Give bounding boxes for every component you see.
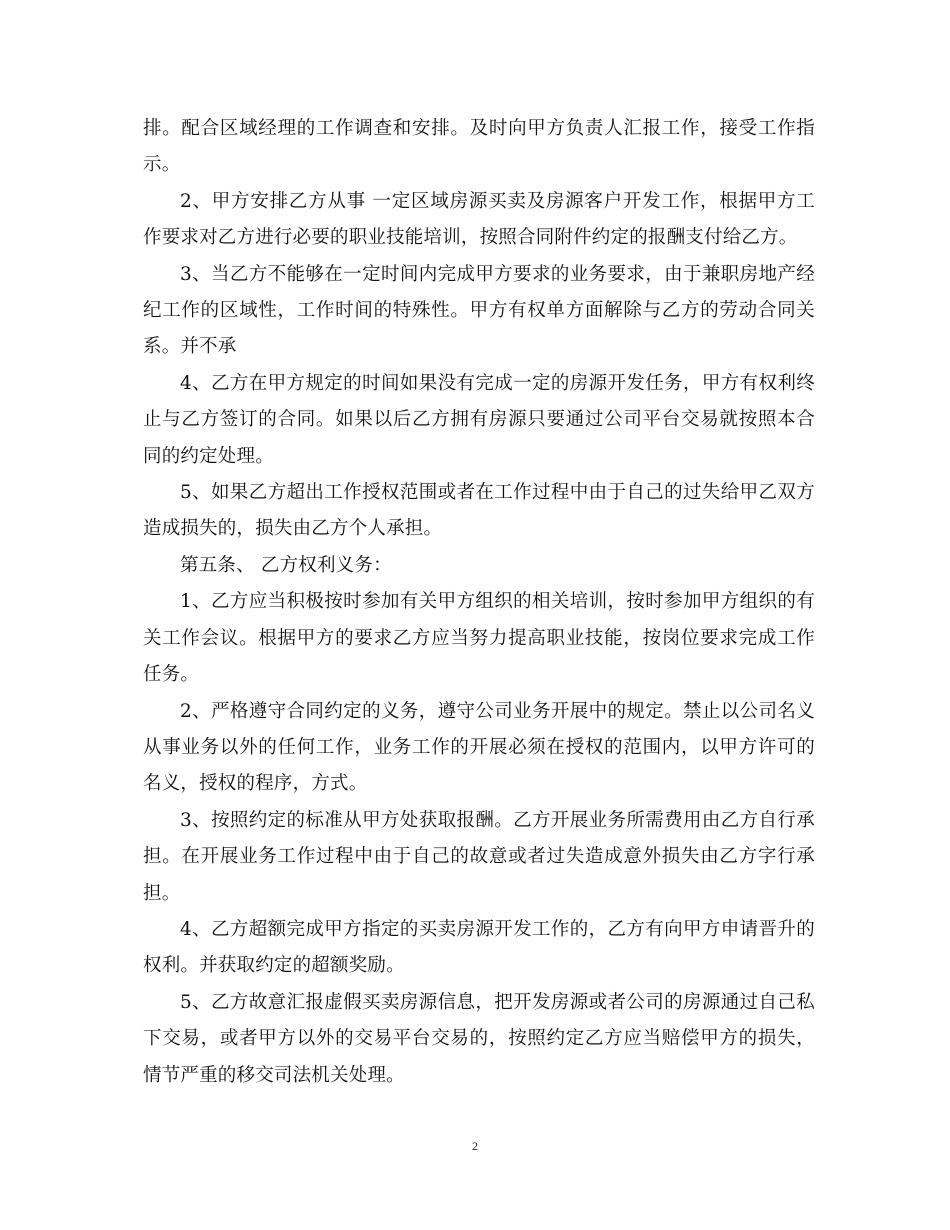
paragraph: 1、乙方应当积极按时参加有关甲方组织的相关培训，按时参加甲方组织的有关工作会议。根据甲方的要求乙方应当努力提高职业技能，按岗位要求完成工作任务。 — [143, 591, 815, 686]
paragraph: 2、严格遵守合同约定的义务，遵守公司业务开展中的规定。禁止以公司名义从事业务以外的任何工作，业务工作的开展必须在授权的范围内，以甲方许可的名义，授权的程序，方式。 — [143, 700, 815, 795]
paragraph: 4、乙方超额完成甲方指定的买卖房源开发工作的，乙方有向甲方申请晋升的权利。并获取约定的超额奖励。 — [143, 918, 815, 977]
paragraph: 5、乙方故意汇报虚假买卖房源信息，把开发房源或者公司的房源通过自己私下交易，或者甲方以外的交易平台交易的，按照约定乙方应当赔偿甲方的损失，情节严重的移交司法机关处理。 — [143, 991, 815, 1086]
paragraph: 排。配合区域经理的工作调查和安排。及时向甲方负责人汇报工作，接受工作指示。 — [143, 118, 815, 176]
document-body — [143, 111, 815, 1094]
section-heading: 第五条、 乙方权利义务： — [180, 554, 392, 576]
paragraph: 3、当乙方不能够在一定时间内完成甲方要求的业务要求，由于兼职房地产经纪工作的区域性，工作时间的特殊性。甲方有权单方面解除与乙方的劳动合同关系。并不承 — [143, 263, 815, 358]
page-number: 2 — [472, 1139, 478, 1153]
paragraph: 3、按照约定的标准从甲方处获取报酬。乙方开展业务所需费用由乙方自行承担。在开展业务工作过程中由于自己的故意或者过失造成意外损失由乙方字行承担。 — [143, 809, 815, 904]
paragraph: 4、乙方在甲方规定的时间如果没有完成一定的房源开发任务，甲方有权利终止与乙方签订的合同。如果以后乙方拥有房源只要通过公司平台交易就按照本合同的约定处理。 — [143, 372, 815, 467]
paragraph: 2、甲方安排乙方从事 一定区域房源买卖及房源客户开发工作，根据甲方工作要求对乙方进行必要的职业技能培训，按照合同附件约定的报酬支付给乙方。 — [143, 190, 815, 249]
paragraph: 5、如果乙方超出工作授权范围或者在工作过程中由于自己的过失给甲乙双方造成损失的，损失由乙方个人承担。 — [143, 482, 815, 540]
